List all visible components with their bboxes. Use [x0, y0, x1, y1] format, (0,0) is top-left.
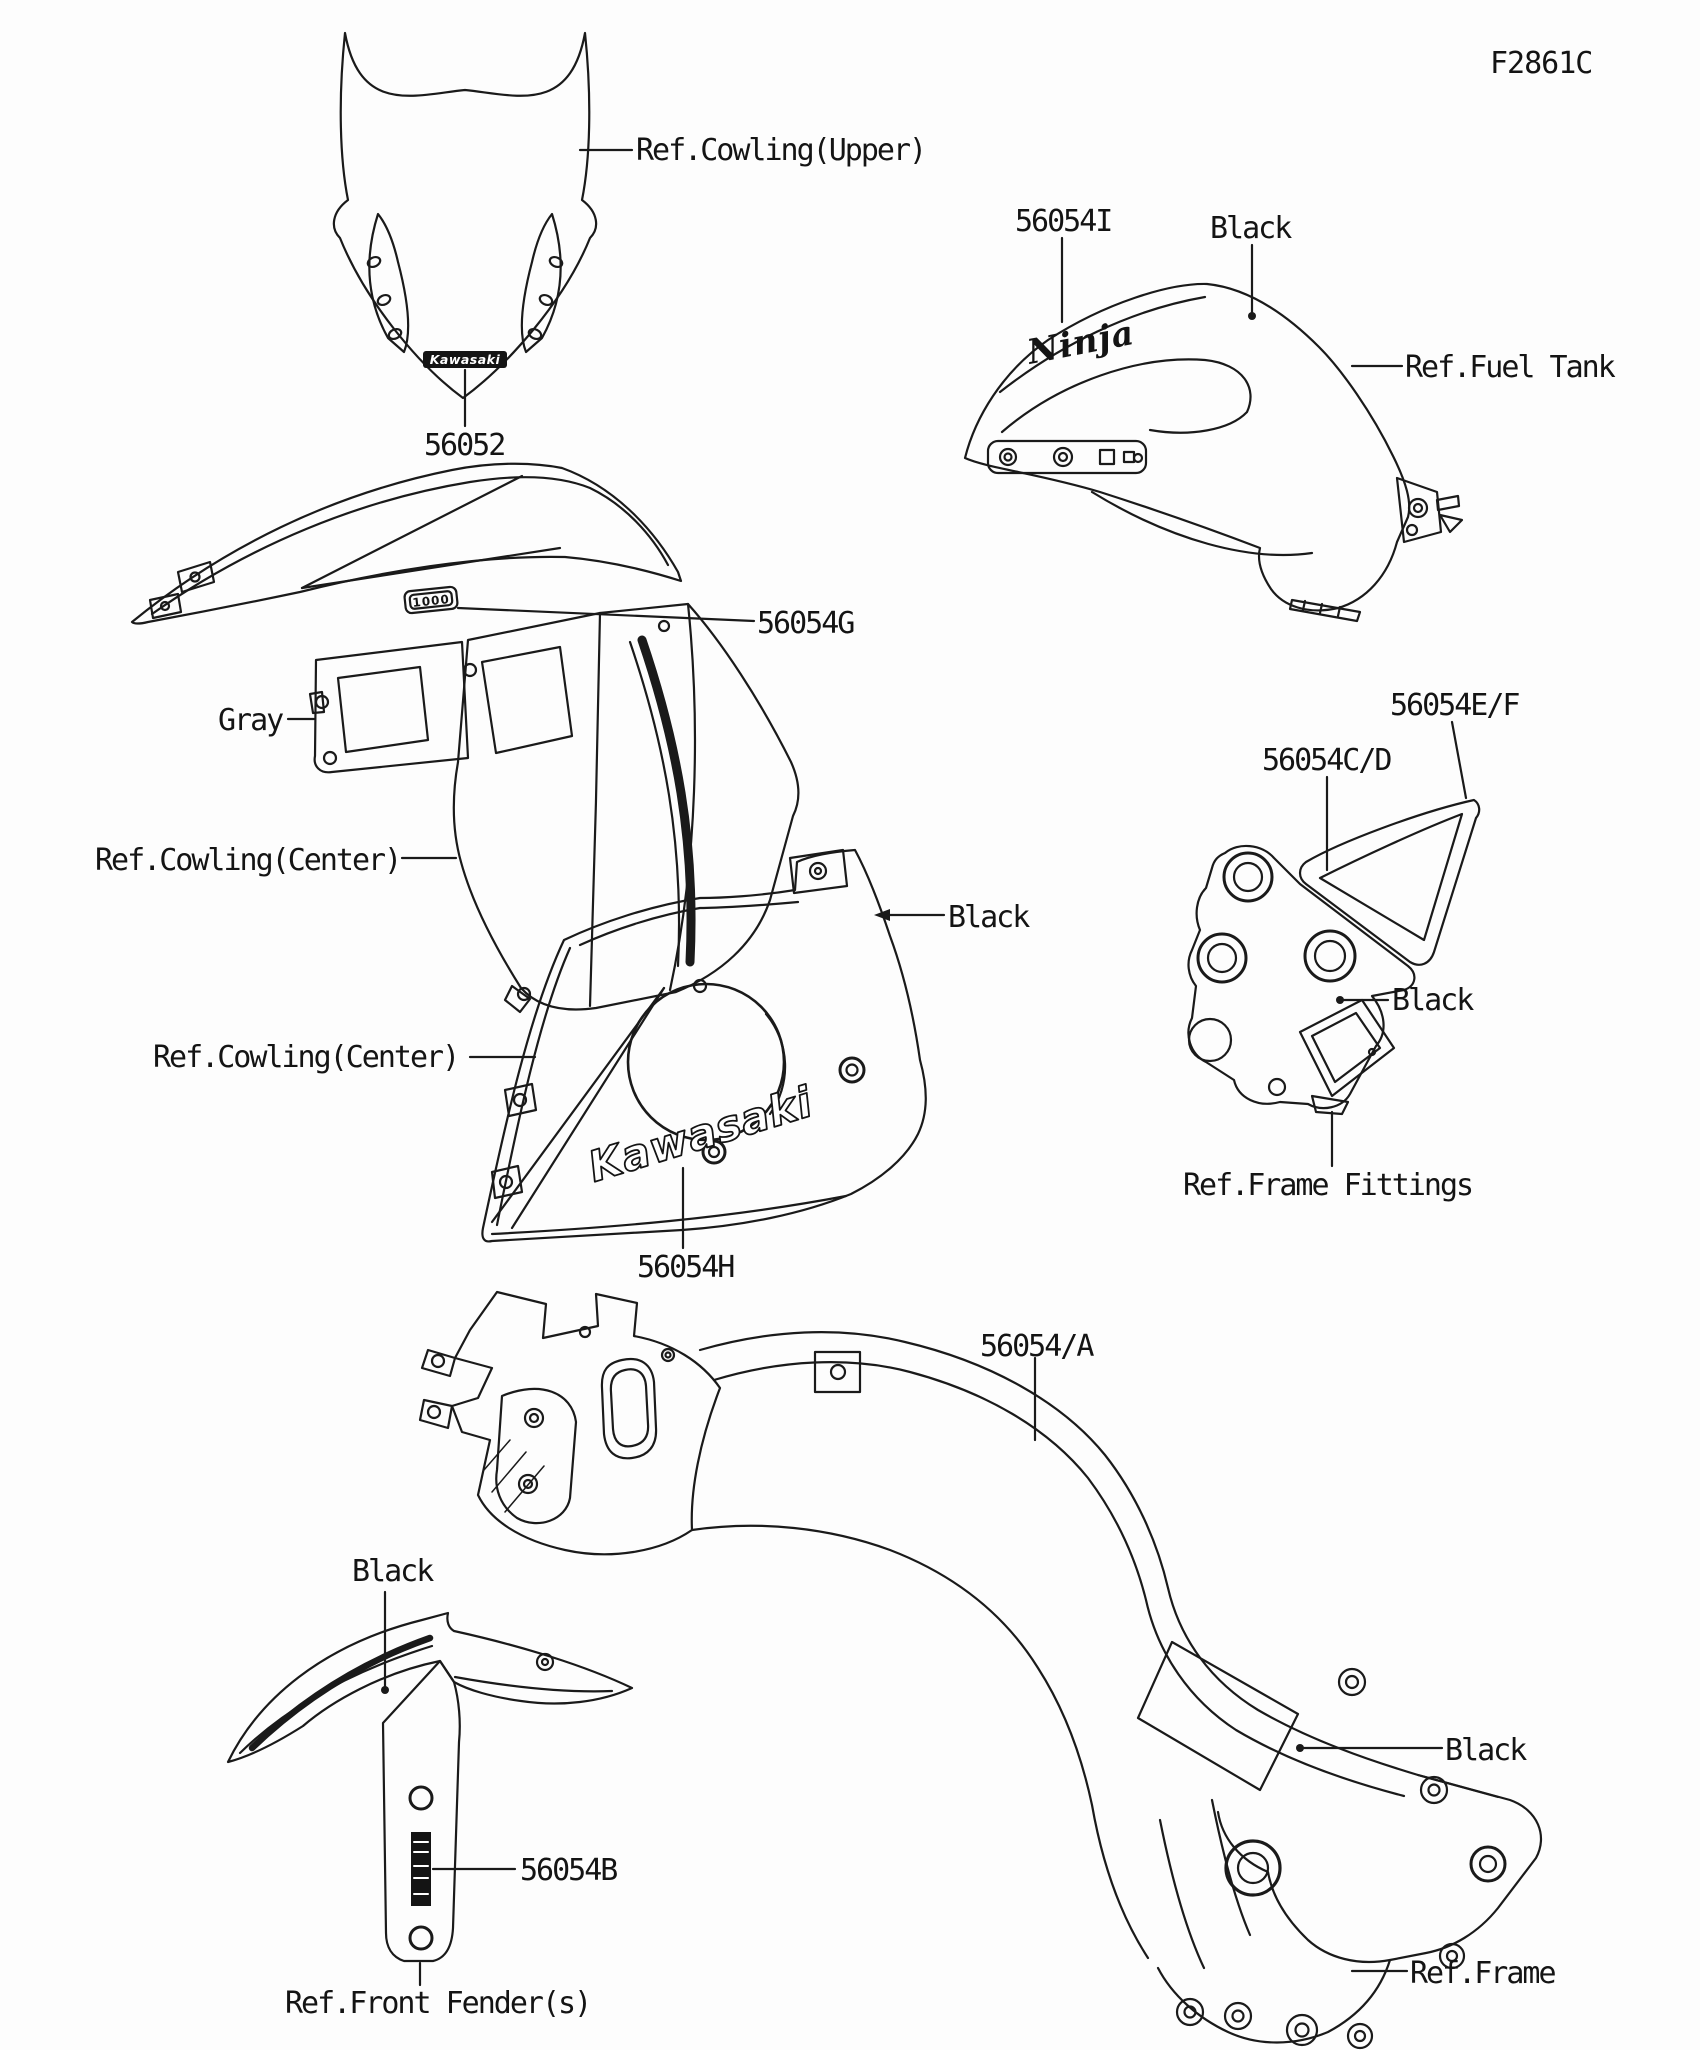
- leader-frame-black-dot: [1296, 1744, 1304, 1752]
- callout-cowling-black: Black: [948, 900, 1029, 935]
- winglet-outline: [132, 464, 681, 624]
- callout-ref-fuel-tank: Ref.Fuel Tank: [1405, 350, 1614, 385]
- frame-front-plate: [452, 1292, 720, 1554]
- callout-56054H: 56054H: [637, 1250, 734, 1285]
- frame-rear-plate: [1218, 1775, 1541, 1962]
- callout-ref-cowling-upper: Ref.Cowling(Upper): [636, 133, 926, 168]
- callout-56054EF: 56054E/F: [1390, 688, 1519, 723]
- windshield-strip-left: [369, 214, 408, 352]
- callout-56054G: 56054G: [757, 606, 854, 641]
- winglet-1000-decal-text: 1000: [411, 592, 451, 610]
- center-panel-outline: [454, 604, 799, 1009]
- frame-beam-top: [700, 1329, 1498, 1797]
- callout-56054I: 56054I: [1015, 204, 1112, 239]
- callout-ref-cowling-center-lower: Ref.Cowling(Center): [153, 1040, 459, 1075]
- upper-cowling-windshield-drawing: [334, 33, 632, 426]
- windshield-kawasaki-decal-text: Kawasaki: [429, 352, 501, 367]
- lower-cowling-tab: [790, 850, 847, 893]
- callout-fender-black: Black: [352, 1554, 433, 1589]
- windshield-strip-right: [522, 214, 561, 352]
- callout-ref-front-fender: Ref.Front Fender(s): [285, 1986, 591, 2021]
- gray-subpanel-window: [338, 667, 428, 752]
- winglet-inner-line: [152, 477, 668, 614]
- fuel-tank-drawing: [965, 238, 1462, 621]
- leader-fender-black-dot: [381, 1686, 389, 1694]
- winglet-1000-decal: [404, 586, 458, 613]
- leader-56054G: [458, 608, 754, 621]
- callout-56052: 56052: [424, 428, 505, 463]
- callout-tank-black: Black: [1210, 211, 1291, 246]
- heel-guard-decal-inner: [1320, 814, 1462, 940]
- tank-ninja-decal-text: Ninja: [1024, 312, 1138, 373]
- gray-subpanel: [315, 642, 468, 772]
- leader-tank-black-dot: [1248, 312, 1256, 320]
- frame-beam-bottom: [692, 1526, 1148, 1958]
- center-panel-window: [482, 647, 572, 753]
- leader-56054EF: [1452, 722, 1466, 798]
- fender-spiral-mark: [537, 1654, 553, 1670]
- callout-gray: Gray: [218, 703, 283, 738]
- frame-fittings-drawing: [1188, 722, 1479, 1166]
- lower-cowling-drawing: [470, 850, 944, 1248]
- callout-ref-cowling-center-upper: Ref.Cowling(Center): [95, 843, 401, 878]
- figure-code: F2861C: [1490, 46, 1593, 81]
- heel-guard-bracket: [1188, 846, 1414, 1108]
- front-fender-drawing: [228, 1592, 632, 1985]
- callout-56054A: 56054/A: [980, 1329, 1093, 1364]
- leader-fittings-black-dot: [1336, 996, 1344, 1004]
- windshield-outline: [334, 33, 596, 398]
- callout-ref-frame-fittings: Ref.Frame Fittings: [1183, 1168, 1473, 1203]
- callout-frame-black: Black: [1445, 1733, 1526, 1768]
- fuel-tank-lower-seam: [1092, 492, 1312, 555]
- callout-fittings-black: Black: [1392, 983, 1473, 1018]
- callout-56054CD: 56054C/D: [1262, 743, 1391, 778]
- cowling-kawasaki-decal-text: Kawasaki: [582, 1076, 819, 1192]
- callout-56054B: 56054B: [520, 1853, 617, 1888]
- tank-rear-bracket: [1397, 478, 1441, 542]
- fender-leg: [383, 1661, 460, 1961]
- callout-ref-frame: Ref.Frame: [1410, 1956, 1555, 1991]
